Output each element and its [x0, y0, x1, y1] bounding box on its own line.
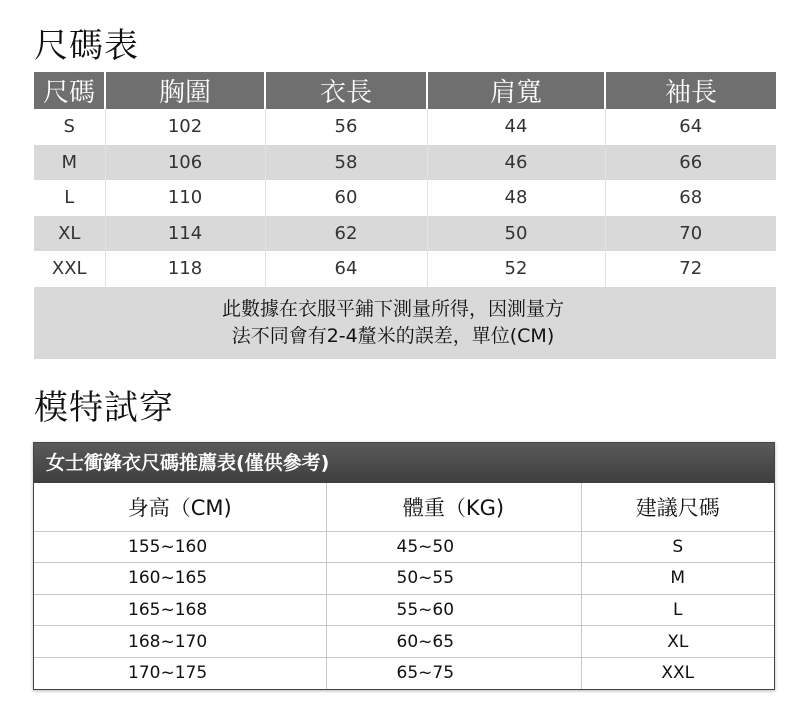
cell-chest: 106 [105, 145, 265, 181]
header-suggested-size: 建議尺碼 [581, 483, 774, 531]
cell-shoulder: 48 [427, 180, 605, 216]
header-sleeve: 袖長 [605, 72, 776, 109]
cell-height: 168~170 [34, 626, 326, 658]
cell-chest: 102 [105, 109, 265, 145]
table-row [34, 531, 774, 563]
recommendation-header-row [34, 483, 774, 531]
cell-weight: 50~55 [326, 563, 581, 595]
table-row [34, 109, 776, 145]
table-row [34, 251, 776, 287]
cell-chest: 118 [105, 251, 265, 287]
measurement-note [34, 287, 776, 359]
table-row [34, 626, 774, 658]
table-row [34, 657, 774, 689]
cell-sleeve: 72 [679, 258, 703, 280]
table-row [34, 594, 774, 626]
cell-height: 170~175 [34, 657, 326, 689]
cell-sleeve: 70 [605, 216, 776, 252]
cell-suggested-size: XXL [661, 663, 695, 684]
cell-weight: 55~60 [326, 594, 581, 626]
header-size: 尺碼 [34, 72, 105, 109]
table-row [34, 563, 774, 595]
cell-size: M [34, 145, 105, 181]
cell-length: 58 [265, 145, 427, 181]
cell-height: 155~160 [34, 531, 326, 563]
cell-chest: 114 [105, 216, 265, 252]
note-line-1: 此數據在衣服平鋪下測量所得，因測量方 [221, 297, 564, 320]
cell-size: L [34, 180, 105, 216]
cell-suggested-size: L [581, 594, 774, 626]
header-shoulder: 肩寬 [427, 72, 605, 109]
header-height: 身高（CM) [34, 483, 326, 531]
cell-weight: 60~65 [326, 626, 581, 658]
note-row [34, 287, 776, 359]
table-row [34, 216, 776, 252]
cell-height: 160~165 [34, 563, 326, 595]
recommendation-table [34, 483, 774, 689]
cell-shoulder: 44 [427, 109, 605, 145]
cell-shoulder: 52 [427, 251, 605, 287]
cell-length: 64 [265, 251, 427, 287]
cell-chest: 110 [105, 180, 265, 216]
header-chest: 胸圍 [105, 72, 265, 109]
note-line-2: 法不同會有2-4釐米的誤差，單位(CM) [231, 324, 555, 347]
cell-shoulder: 46 [427, 145, 605, 181]
cell-sleeve: 64 [679, 116, 703, 138]
size-chart-title: 尺碼表 [34, 26, 139, 66]
cell-sleeve: 68 [679, 187, 703, 209]
cell-length: 60 [265, 180, 427, 216]
cell-weight: 45~50 [326, 531, 581, 563]
cell-suggested-size: M [581, 563, 774, 595]
cell-sleeve: 66 [605, 145, 776, 181]
cell-size: XL [34, 216, 105, 252]
cell-size: XXL [34, 251, 105, 287]
cell-length: 62 [265, 216, 427, 252]
model-section-title: 模特試穿 [34, 388, 174, 428]
cell-suggested-size: XL [581, 626, 774, 658]
header-length: 衣長 [265, 72, 427, 109]
header-weight: 體重（KG) [326, 483, 581, 531]
recommendation-panel [33, 442, 775, 690]
recommendation-header: 女士衝鋒衣尺碼推薦表(僅供參考) [34, 443, 774, 483]
cell-weight: 65~75 [326, 657, 581, 689]
size-chart-header-row [34, 72, 776, 109]
table-row [34, 145, 776, 181]
cell-length: 56 [265, 109, 427, 145]
cell-height: 165~168 [34, 594, 326, 626]
size-chart-table [34, 72, 776, 359]
cell-shoulder: 50 [427, 216, 605, 252]
cell-suggested-size: S [581, 531, 774, 563]
table-row [34, 180, 776, 216]
cell-size: S [34, 109, 105, 145]
